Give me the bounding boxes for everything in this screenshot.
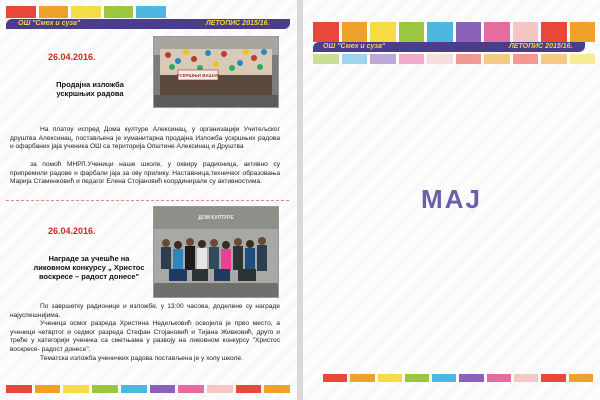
color-strip-segment: [136, 6, 166, 18]
color-strip-segment: [323, 374, 347, 382]
color-strip-segment: [121, 385, 147, 393]
color-strip-segment: [104, 6, 134, 18]
article2-title: Награде за учешће на ликовном конкурсу „ Христос воскресе – радост донесе": [33, 254, 145, 281]
right-page: [303, 0, 600, 400]
article2-photo: [153, 206, 279, 298]
color-strip-segment: [342, 54, 368, 64]
color-strip-segment: [456, 22, 482, 42]
color-strip-segment: [484, 22, 510, 42]
article1-date: 26.04.2016.: [48, 52, 96, 62]
color-strip-segment: [514, 374, 538, 382]
color-strip-segment: [487, 374, 511, 382]
right-side-color-strip: [313, 54, 595, 64]
color-strip-segment: [6, 385, 32, 393]
right-header-school: ОШ "Смех и суза": [323, 43, 386, 50]
article1-photo: [153, 36, 279, 108]
article1-photo-sign: УСКРШЊИ ВАШАР: [176, 73, 220, 78]
color-strip-segment: [541, 54, 567, 64]
color-strip-segment: [150, 385, 176, 393]
color-strip-segment: [92, 385, 118, 393]
color-strip-segment: [569, 374, 593, 382]
color-strip-segment: [484, 54, 510, 64]
color-strip-segment: [513, 54, 539, 64]
color-strip-segment: [63, 385, 89, 393]
right-header-bar: [313, 42, 585, 52]
month-title: МАЈ: [421, 184, 482, 214]
color-strip-segment: [178, 385, 204, 393]
left-bottom-color-strip: [6, 385, 290, 393]
color-strip-segment: [313, 22, 339, 42]
color-strip-segment: [6, 6, 36, 18]
left-header-school: ОШ "Смех и суза": [18, 20, 81, 27]
left-page: [0, 0, 297, 400]
color-strip-segment: [541, 22, 567, 42]
color-strip-segment: [342, 22, 368, 42]
article2-photo-sign: ДОМ КУЛТУРЕ: [198, 215, 234, 221]
left-top-color-strip: [6, 6, 166, 18]
color-strip-segment: [39, 6, 69, 18]
color-strip-segment: [35, 385, 61, 393]
color-strip-segment: [541, 374, 565, 382]
color-strip-segment: [405, 374, 429, 382]
color-strip-segment: [399, 54, 425, 64]
article1-paragraph-1: На платоу испред Дома културе Алексинац, у организацији Учитељског друштва Алексинац, постављена је хуманитарна продајна Изложба ускршњих радова и офарбаних јаја ученика ОШ са територија Општине Алексинац и Друштва: [10, 126, 280, 151]
color-strip-segment: [427, 54, 453, 64]
left-header-bar: [6, 19, 290, 29]
color-strip-segment: [570, 54, 596, 64]
color-strip-segment: [399, 22, 425, 42]
article2-paragraph-1: По завршетку радионице и изложбе, у 13:00 часова, доделене су награде најуспешнијима.: [10, 303, 280, 319]
article1-title: Продајна изложба ускршњих радова: [56, 80, 124, 98]
article1-paragraph-2: за помоћ МНРЛ.Ученици наше школе, у оквиру радионица, активно су припремили радове и фарбали јаја за ову прилику. Наставница,техничког образовања Марија Стаменковић и педагог Елена Стојановић координирале су активностима.: [10, 161, 280, 186]
easter-fair-photo-image: [154, 37, 278, 107]
color-strip-segment: [313, 54, 339, 64]
left-header-chronicle: ЛЕТОПИС 2015/16.: [206, 20, 270, 27]
color-strip-segment: [350, 374, 374, 382]
article2-date: 26.04.2016.: [48, 226, 96, 236]
article2-paragraph-2: Ученица осмог разреда Христина Недељковић освојила је прво место, а ученици четвртог и седмог разреда Стефан Стојановић и Тијана Живковић, друго и треће у категорији ученика са сметњама у развоју на ликовном конкурсу "Христос воскресе- радост донесе".: [10, 320, 280, 353]
color-strip-segment: [236, 385, 262, 393]
color-strip-segment: [71, 6, 101, 18]
color-strip-segment: [370, 22, 396, 42]
color-strip-segment: [207, 385, 233, 393]
color-strip-segment: [459, 374, 483, 382]
right-header-chronicle: ЛЕТОПИС 2015/16.: [509, 43, 573, 50]
color-strip-segment: [456, 54, 482, 64]
color-strip-segment: [378, 374, 402, 382]
color-strip-segment: [570, 22, 596, 42]
color-strip-segment: [513, 22, 539, 42]
right-top-color-strip: [313, 22, 595, 42]
article2-paragraph-3: Тематска изложба ученичких радова постављена је у холу школе.: [40, 355, 243, 362]
color-strip-segment: [427, 22, 453, 42]
color-strip-segment: [432, 374, 456, 382]
students-group-photo-image: [154, 207, 278, 297]
article-divider: [6, 200, 289, 201]
color-strip-segment: [264, 385, 290, 393]
right-bottom-color-strip: [323, 374, 593, 382]
color-strip-segment: [370, 54, 396, 64]
